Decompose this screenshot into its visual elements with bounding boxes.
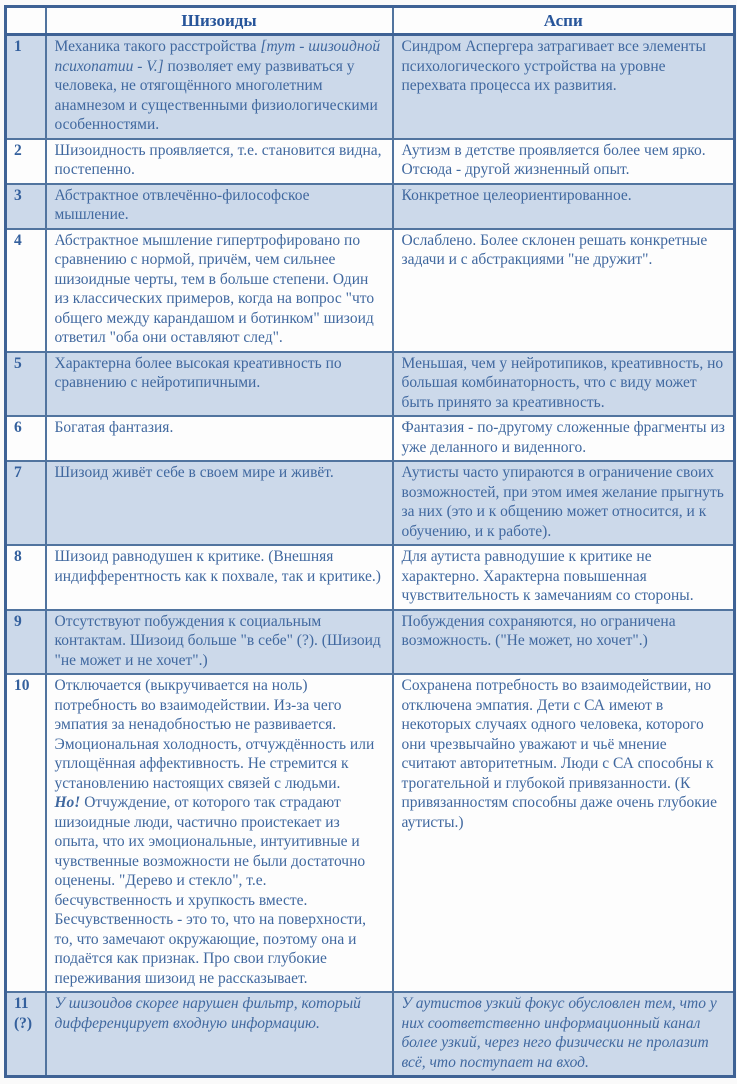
text-segment: 8 xyxy=(14,548,22,565)
comparison-table xyxy=(4,5,736,1078)
schizoid-cell xyxy=(46,545,393,610)
schizoid-cell xyxy=(46,461,393,545)
row-number-cell xyxy=(6,352,46,417)
text-segment: Отчуждение, от которого так страдают шизоидные люди, частично проистекает из опыта, что их эмоциональные, интуитивные и чувственные возможности не были достаточно оценены. "Дерево и стекло", т.е. бесчувственность и хрупкость вместе. Бесчувственность - это то, что на поверхности, то, что замечают окружающие, поэтому она и подаётся как признак. Про свои глубокие переживания шизоид не рассказывает. xyxy=(54,794,366,987)
text-segment: 9 xyxy=(14,612,22,630)
schizoid-cell xyxy=(46,352,393,417)
row-number-cell xyxy=(6,35,46,139)
aspie-cell xyxy=(393,416,735,461)
text-segment: 10 xyxy=(14,677,30,694)
text-segment: Побуждения сохраняются, но ограничена возможность. ("Не может, но хочет".) xyxy=(401,612,676,649)
text-segment: 5 xyxy=(14,354,22,372)
row-number-cell xyxy=(6,545,46,610)
schizoid-cell xyxy=(46,674,393,992)
table-row-7 xyxy=(6,461,735,545)
text-segment: Ослаблено. Более склонен решать конкретные задачи и с абстракциями "не дружит". xyxy=(401,231,708,268)
text-segment: У шизоидов скорее нарушен фильтр, который дифференцирует входную информацию. xyxy=(54,995,361,1032)
text-segment: Аутисты часто упираются в ограничение своих возможностей, при этом имея желание прыгнуть за них (это и к общению может относится, и к обучению, и к работе). xyxy=(401,464,724,540)
text-segment: Механика такого расстройства xyxy=(54,38,261,55)
row-number-cell xyxy=(6,139,46,184)
text-segment: 6 xyxy=(14,419,22,436)
schizoid-cell xyxy=(46,229,393,352)
text-segment: Для аутиста равнодушие к критике не характерно. Характерна повышенная чувствительность к замечаниям со стороны. xyxy=(401,548,694,604)
header-schizoids: Шизоиды xyxy=(46,7,393,35)
aspie-cell xyxy=(393,610,735,675)
text-segment: Шизоид равнодушен к критике. (Внешняя индифферентность как к похвале, так и критике.) xyxy=(54,548,381,585)
text-segment: (?) xyxy=(14,1014,33,1032)
aspie-cell xyxy=(393,229,735,352)
schizoid-cell xyxy=(46,610,393,675)
aspie-cell xyxy=(393,184,735,229)
aspie-cell xyxy=(393,35,735,139)
text-segment: Отсутствуют побуждения к социальным контактам. Шизоид больше "в себе" (?). (Шизоид "не может и не хочет".) xyxy=(54,612,381,669)
text-segment: Шизоидность проявляется, т.е. становится видна, постепенно. xyxy=(54,141,382,178)
aspie-cell xyxy=(393,352,735,417)
schizoid-cell xyxy=(46,139,393,184)
text-segment: Характерна более высокая креативность по сравнению с нейротипичными. xyxy=(54,354,342,391)
schizoid-cell xyxy=(46,184,393,229)
row-number-cell xyxy=(6,461,46,545)
text-segment: Конкретное целеориентированное. xyxy=(401,186,632,204)
text-segment: Синдром Аспергера затрагивает все элементы психологического устройства на уровне перехвата процесса их развития. xyxy=(401,38,706,94)
row-number-cell xyxy=(6,674,46,992)
aspie-cell xyxy=(393,992,735,1077)
text-segment: Аутизм в детстве проявляется более чем ярко. Отсюда - другой жизненный опыт. xyxy=(401,141,706,178)
aspie-cell xyxy=(393,139,735,184)
schizoid-cell xyxy=(46,992,393,1077)
text-segment: 11 xyxy=(14,995,29,1012)
table-row-4 xyxy=(6,229,735,352)
aspie-cell xyxy=(393,545,735,610)
table-row-2 xyxy=(6,139,735,184)
table-row-3 xyxy=(6,184,735,229)
text-segment: 1 xyxy=(14,38,22,55)
schizoid-cell xyxy=(46,416,393,461)
header-row xyxy=(6,7,735,35)
table-body xyxy=(6,35,735,1077)
text-segment: Но! xyxy=(54,794,81,811)
row-number-cell xyxy=(6,184,46,229)
table-row-5 xyxy=(6,352,735,417)
aspie-cell xyxy=(393,461,735,545)
text-segment: 3 xyxy=(14,186,22,204)
row-number-cell xyxy=(6,610,46,675)
text-segment: Сохранена потребность во взаимодействии, но отключена эмпатия. Дети с СА имеют в некоторых случаях одного человека, которого они чрезвычайно уважают и чьё мнение считают авторитетным. Люди с СА способны к трогательной и глубокой привязанности. (К привязанностям способны даже очень глубокие аутисты.) xyxy=(401,677,717,831)
text-segment: У аутистов узкий фокус обусловлен тем, что у них соответственно информационный канал более узкий, через него физически не пролазит всё, что поступает на вход. xyxy=(401,995,717,1071)
schizoid-cell xyxy=(46,35,393,139)
row-number-cell xyxy=(6,416,46,461)
text-segment: Абстрактное отвлечённо-философское мышление. xyxy=(54,186,310,223)
header-number-cell xyxy=(6,7,46,35)
table-row-11 xyxy=(6,992,735,1077)
row-number-cell xyxy=(6,229,46,352)
text-segment: Фантазия - по-другому сложенные фрагменты из уже деланного и виденного. xyxy=(401,419,725,456)
text-segment: Отключается (выкручивается на ноль) потребность во взаимодействии. Из-за чего эмпатия за ненадобностью не развивается. Эмоциональная холодность, отчуждённость или уплощённая аффективность. Не стремится к установлению настоящих связей с людьми. xyxy=(54,677,375,792)
text-segment: Меньшая, чем у нейротипиков, креативность, но большая комбинаторность, что с виду может быть принято за креативность. xyxy=(401,354,724,411)
text-segment: позволяет ему развиваться у человека, не отягощённого многолетним анамнезом и существенными физиологическими особенностями. xyxy=(54,57,378,133)
table-row-6 xyxy=(6,416,735,461)
row-number-cell xyxy=(6,992,46,1077)
text-segment: 2 xyxy=(14,141,22,159)
table-row-8 xyxy=(6,545,735,610)
aspie-cell xyxy=(393,674,735,992)
text-segment: 4 xyxy=(14,231,22,249)
text-segment: Богатая фантазия. xyxy=(54,419,174,436)
text-segment: Шизоид живёт себе в своем мире и живёт. xyxy=(54,464,334,481)
header-aspies: Аспи xyxy=(393,7,735,35)
text-segment: Абстрактное мышление гипертрофировано по сравнению с нормой, причём, чем сильнее шизоидные черты, тем в больше степени. Один из классических примеров, когда на вопрос "что общего между карандашом и ботинком" шизоид ответил "оба они оставляют след". xyxy=(54,231,375,346)
text-segment: 7 xyxy=(14,464,22,481)
table-row-10 xyxy=(6,674,735,992)
table-row-1 xyxy=(6,35,735,139)
table-row-9 xyxy=(6,610,735,675)
text-segment: [тут - шизоидной психопатии - V.] xyxy=(54,38,381,75)
